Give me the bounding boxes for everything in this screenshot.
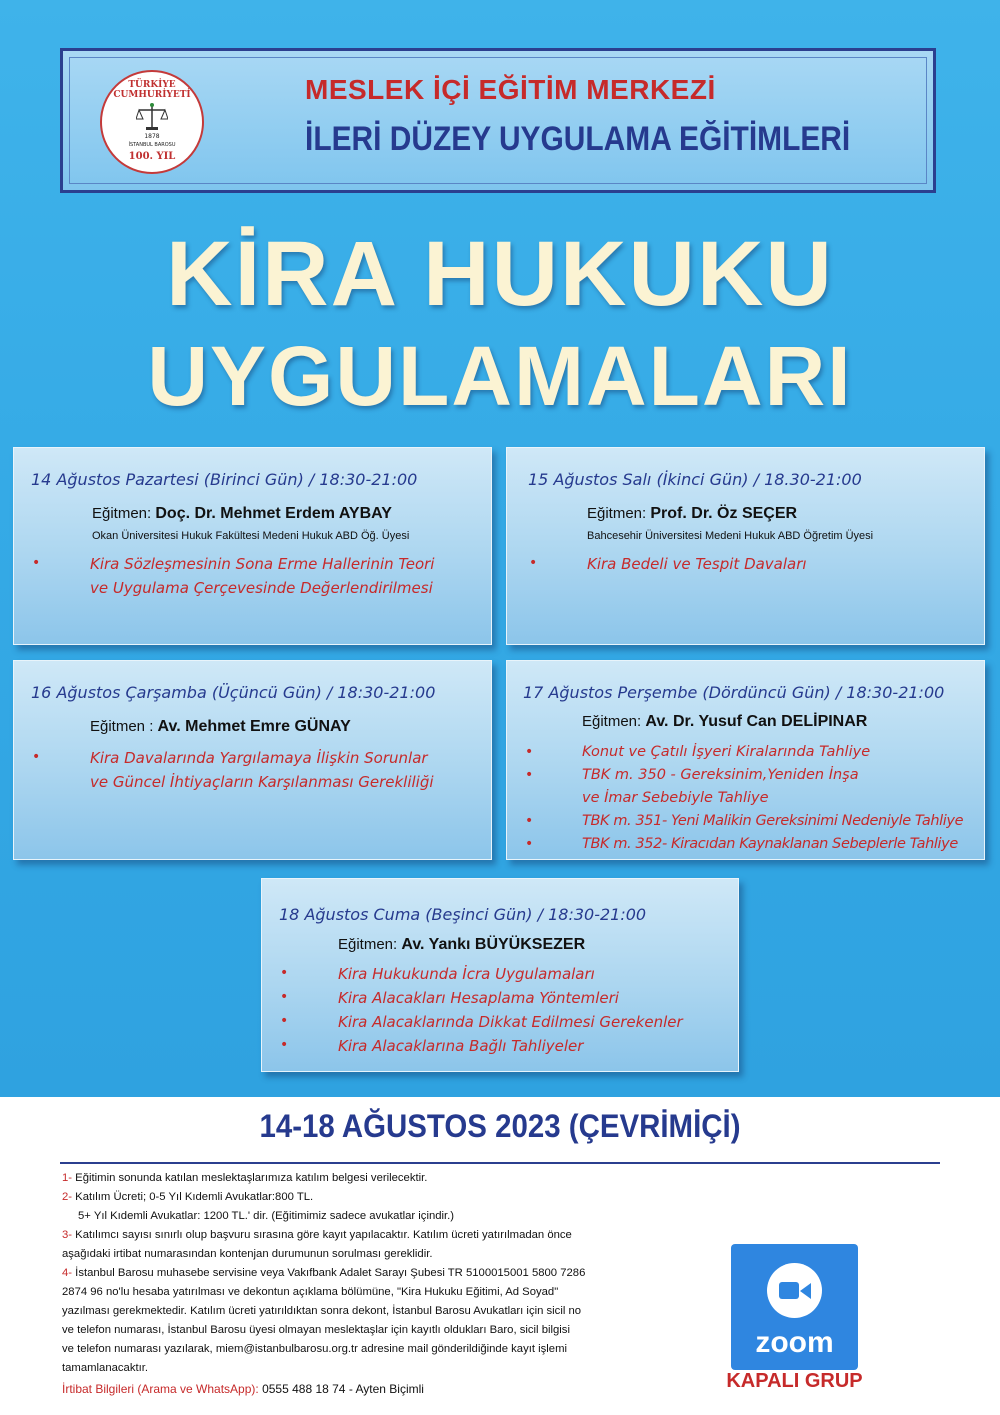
note-4f: tamamlanacaktır. — [62, 1362, 149, 1374]
topic-line: Konut ve Çatılı İşyeri Kiralarında Tahliye — [582, 744, 871, 760]
note-4d: ve telefon numarası, İstanbul Barosu üyesi olmayan meslektaşlar için kayıtlı oldukları Baro, sicil bilgisi — [62, 1324, 570, 1336]
bullet-icon: • — [529, 555, 538, 571]
session-date: 17 Ağustos Perşembe (Dördüncü Gün) / 18:30-21:00 — [523, 683, 945, 702]
note-2b: 5+ Yıl Kıdemli Avukatlar: 1200 TL.' dir. (Eğitimimiz sadece avukatlar içindir.) — [78, 1210, 455, 1222]
instructor-name: Av. Mehmet Emre GÜNAY — [157, 718, 351, 735]
bullet-icon: • — [525, 744, 534, 760]
topic-line: Kira Alacakları Hesaplama Yöntemleri — [338, 989, 619, 1007]
header-line2: İLERİ DÜZEY UYGULAMA EĞİTİMLERİ — [305, 120, 851, 158]
topic-line: ve Güncel İhtiyaçların Karşılanması Gerekliliği — [90, 773, 434, 791]
session-card-day3 — [13, 660, 492, 860]
bullet-icon: • — [525, 813, 534, 829]
divider — [60, 1162, 940, 1164]
session-date: 16 Ağustos Çarşamba (Üçüncü Gün) / 18:30-21:00 — [31, 683, 436, 702]
instructor-label: Eğitmen : — [90, 718, 154, 735]
session-instructor — [587, 505, 797, 523]
main-title-line2: UYGULAMALARI — [147, 329, 853, 423]
main-title-line1: KİRA HUKUKU — [166, 223, 834, 325]
note-4c: yazılması gerekmektedir. Katılım ücreti yatırıldıktan sonra dekont, İstanbul Barosu Avukatları için sicil no — [62, 1305, 582, 1317]
instructor-label: Eğitmen: — [92, 505, 152, 522]
istanbul-bar-seal-logo — [100, 70, 204, 174]
zoom-logo — [731, 1244, 858, 1370]
note-4b: 2874 96 no'lu hesaba yatırılması ve dekontun açıklama bölümüne, "Kira Hukuku Eğitimi, Ad Soyad" — [62, 1286, 559, 1298]
session-instructor — [338, 936, 585, 954]
topic-line: Kira Bedeli ve Tespit Davaları — [587, 555, 807, 573]
instructor-label: Eğitmen: — [582, 713, 642, 730]
session-instructor — [92, 505, 392, 523]
closed-group-label: KAPALI GRUP — [726, 1370, 863, 1392]
instructor-label: Eğitmen: — [587, 505, 647, 522]
note-1: 1- Eğitimin sonunda katılan meslektaşlarımıza katılım belgesi verilecektir. — [62, 1172, 428, 1184]
contact-value: 0555 488 18 74 - Ayten Biçimli — [258, 1382, 424, 1396]
seal-baro-text: İSTANBUL BAROSU — [128, 142, 176, 148]
bullet-icon: • — [32, 749, 41, 765]
instructor-affiliation: Bahcesehir Üniversitesi Medeni Hukuk ABD Öğretim Üyesi — [587, 530, 874, 542]
header-line1: MESLEK İÇİ EĞİTİM MERKEZİ — [305, 74, 716, 105]
topic-line: TBK m. 350 - Gereksinim,Yeniden İnşa — [582, 767, 859, 783]
session-instructor — [582, 713, 867, 731]
note-4e: ve telefon numarası yazılarak, miem@istanbulbarosu.org.tr adresine mail gönderildiğinde kayıt işlemi — [62, 1343, 568, 1355]
session-date: 15 Ağustos Salı (İkinci Gün) / 18.30-21:00 — [528, 470, 862, 489]
topic-line: Kira Sözleşmesinin Sona Erme Hallerinin Teori — [90, 555, 435, 573]
note-4: 4- İstanbul Barosu muhasebe servisine veya Vakıfbank Adalet Sarayı Şubesi TR 5100015001 5800 7286 — [62, 1267, 586, 1279]
bullet-icon: • — [525, 836, 534, 852]
bullet-icon: • — [280, 989, 289, 1005]
topic-line: Kira Hukukunda İcra Uygulamaları — [338, 965, 595, 983]
bullet-icon: • — [280, 965, 289, 981]
seal-year: 1878 — [144, 133, 160, 140]
note-2: 2- Katılım Ücreti; 0-5 Yıl Kıdemli Avukatlar:800 TL. — [62, 1191, 314, 1203]
session-card-day5 — [261, 878, 739, 1072]
video-camera-icon — [767, 1263, 822, 1318]
session-card-day4 — [506, 660, 985, 860]
topic-line: ve Uygulama Çerçevesinde Değerlendirilmesi — [90, 579, 433, 597]
session-date: 14 Ağustos Pazartesi (Birinci Gün) / 18:30-21:00 — [31, 470, 418, 489]
session-date: 18 Ağustos Cuma (Beşinci Gün) / 18:30-21:00 — [279, 905, 647, 924]
topic-line: Kira Alacaklarına Bağlı Tahliyeler — [338, 1037, 584, 1055]
instructor-name: Prof. Dr. Öz SEÇER — [650, 505, 798, 522]
session-card-day1 — [13, 447, 492, 645]
scales-of-justice-icon — [136, 102, 168, 132]
topic-line: TBK m. 352- Kiracıdan Kaynaklanan Sebeplerle Tahliye — [582, 836, 958, 852]
session-card-day2 — [506, 447, 985, 645]
contact-info — [62, 1382, 424, 1396]
session-instructor — [90, 718, 351, 736]
zoom-wordmark: zoom — [755, 1326, 834, 1359]
topic-line: Kira Davalarında Yargılamaya İlişkin Sorunlar — [90, 749, 428, 767]
bullet-icon: • — [280, 1013, 289, 1029]
topic-line: TBK m. 351- Yeni Malikin Gereksinimi Nedeniyle Tahliye — [582, 813, 964, 829]
instructor-label: Eğitmen: — [338, 936, 398, 953]
instructor-name: Av. Yankı BÜYÜKSEZER — [401, 936, 586, 953]
contact-label: İrtibat Bilgileri (Arama ve WhatsApp): — [62, 1382, 259, 1396]
bullet-icon: • — [525, 767, 534, 783]
topic-line: ve İmar Sebebiyle Tahliye — [582, 790, 769, 806]
seal-top-text: TÜRKİYE CUMHURİYETİ — [113, 80, 191, 100]
bullet-icon: • — [280, 1037, 289, 1053]
bullet-icon: • — [32, 555, 41, 571]
instructor-name: Av. Dr. Yusuf Can DELİPINAR — [645, 713, 868, 730]
instructor-affiliation: Okan Üniversitesi Hukuk Fakültesi Medeni Hukuk ABD Öğ. Üyesi — [92, 530, 410, 542]
seal-bottom-text: 100. YIL — [128, 151, 176, 162]
event-dates-banner: 14-18 AĞUSTOS 2023 (ÇEVRİMİÇİ) — [259, 1108, 741, 1144]
instructor-name: Doç. Dr. Mehmet Erdem AYBAY — [155, 505, 392, 522]
note-3b: aşağıdaki irtibat numarasından kontenjan durumunun sorulması gereklidir. — [62, 1248, 433, 1260]
note-3: 3- Katılımcı sayısı sınırlı olup başvuru sırasına göre kayıt yapılacaktır. Katılım ücreti yatırılmadan önce — [62, 1229, 572, 1241]
topic-line: Kira Alacaklarında Dikkat Edilmesi Gerekenler — [338, 1013, 683, 1031]
